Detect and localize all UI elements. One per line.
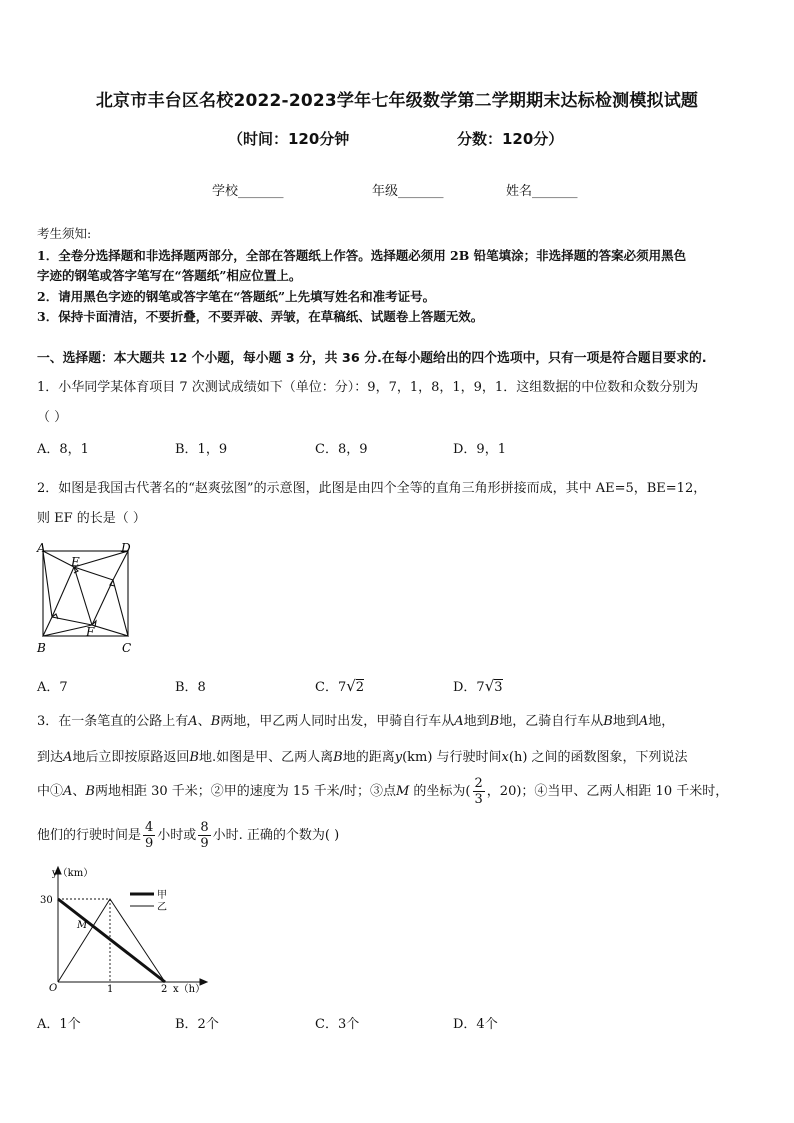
label-c: C — [122, 641, 132, 655]
q2-option-c-radicand: 2 — [355, 680, 365, 695]
q1-option-c[interactable]: C．8，9 — [315, 442, 368, 457]
origin-label: O — [49, 983, 58, 994]
legend-jia: 甲 — [157, 890, 167, 901]
legend-yi: 乙 — [157, 902, 167, 913]
q3-option-b[interactable]: B．2个 — [175, 1017, 219, 1032]
point-m-label: M — [77, 920, 88, 931]
q1-paren: （ ） — [37, 410, 68, 425]
notice-item-1: 1．全卷分选择题和非选择题两部分，全部在答题纸上作答。选择题必须用 2B 铅笔填涂；非选择题的答案必须用黑色 — [37, 248, 687, 263]
tick-30: 30 — [40, 895, 53, 906]
distance-time-graph — [30, 864, 215, 996]
q2-option-a[interactable]: A．7 — [37, 680, 68, 695]
sqrt-icon: √ — [484, 677, 495, 695]
notice-item-3: 3．保持卡面清洁，不要折叠，不要弄破、弄皱，在草稿纸、试题卷上答题无效。 — [37, 309, 484, 324]
q3-line-3: 中①A、B两地相距 30 千米；②甲的速度为 15 千米/时；③点M 的坐标为( $\frac{2}{3}$ ，20)；④当甲、乙两人相距 10 千米时， — [37, 776, 729, 807]
exam-time: （时间：120分钟 — [228, 130, 350, 148]
school-field: 学校_______ — [212, 184, 284, 199]
q2-option-b[interactable]: B．8 — [175, 680, 206, 695]
q2-stem-cont: 则 EF 的长是（ ） — [37, 511, 146, 526]
fraction-four-ninths: $\frac{4}{9}$ — [145, 820, 154, 851]
q3-option-a[interactable]: A．1个 — [37, 1017, 81, 1032]
q2-stem: 2．如图是我国古代著名的“赵爽弦图”的示意图，此图是由四个全等的直角三角形拼接而成，其中 AE=5，BE=12， — [37, 481, 707, 496]
fraction-eight-ninths: $\frac{8}{9}$ — [200, 820, 209, 851]
q1-option-d[interactable]: D．9，1 — [453, 442, 506, 457]
notice-heading: 考生须知: — [37, 226, 92, 241]
page-title: 北京市丰台区名校2022-2023学年七年级数学第二学期期末达标检测模拟试题 — [95, 91, 699, 111]
q1-option-a[interactable]: A．8，1 — [37, 442, 89, 457]
q3-line-4: 他们的行驶时间是 $\frac{4}{9}$ 小时或 $\frac{8}{9}$ 小时. 正确的个数为( ) — [37, 820, 340, 851]
name-field: 姓名_______ — [506, 184, 578, 199]
exam-score: 分数：120分） — [457, 130, 564, 148]
y-axis-label: y（km） — [52, 868, 94, 879]
tick-1: 1 — [107, 984, 114, 995]
sqrt-icon: √ — [346, 677, 356, 695]
q2-option-d[interactable] — [453, 676, 503, 695]
zhao-shuang-figure — [34, 540, 139, 658]
q3-option-c[interactable]: C．3个 — [315, 1017, 360, 1032]
q3-option-d[interactable]: D．4个 — [453, 1017, 498, 1032]
q2-option-c[interactable] — [315, 676, 364, 695]
q1-option-b[interactable]: B．1，9 — [175, 442, 228, 457]
q3-line-2: 到达A地后立即按原路返回B地.如图是甲、乙两人离B地的距离y(km) 与行驶时间x(h) 之间的函数图象，下列说法 — [37, 750, 688, 765]
label-d: D — [121, 541, 131, 555]
notice-item-1-cont: 字迹的钢笔或答字笔写在“答题纸”相应位置上。 — [37, 268, 302, 283]
tick-2: 2 — [161, 984, 168, 995]
q3-line-1: 3．在一条笔直的公路上有A、B两地，甲乙两人同时出发，甲骑自行车从A地到B地，乙骑自行车从B地到A地， — [37, 714, 675, 729]
notice-item-2: 2．请用黑色字迹的钢笔或答字笔在“答题纸”上先填写姓名和准考证号。 — [37, 289, 436, 304]
label-e: E — [71, 555, 80, 569]
grade-field: 年级_______ — [372, 184, 444, 199]
label-b: B — [37, 641, 46, 655]
label-f: F — [86, 625, 95, 639]
fraction-two-thirds: $\frac{2}{3}$ — [474, 776, 483, 807]
q2-option-c-label: C．7 — [315, 680, 347, 695]
section-heading: 一、选择题：本大题共 12 个小题，每小题 3 分，共 36 分.在每小题给出的四个选项中，只有一项是符合题目要求的. — [37, 351, 707, 366]
label-a: A — [37, 541, 46, 555]
q2-option-d-radicand: 3 — [494, 680, 503, 695]
x-axis-label: x（h） — [173, 984, 206, 995]
q1-stem: 1．小华同学某体育项目 7 次测试成绩如下（单位：分）：9，7，1，8，1，9，1．这组数据的中位数和众数分别为 — [37, 380, 699, 395]
q2-option-d-label: D．7 — [453, 680, 485, 695]
